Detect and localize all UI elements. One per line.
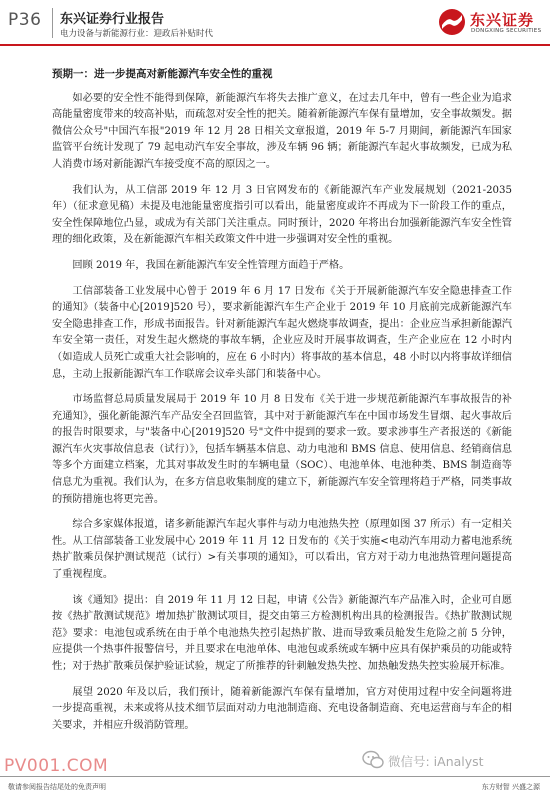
paragraph-1: 如必要的安全性不能得到保障，新能源汽车将失去推广意义，在过去几年中，曾有一些企业为追求高能量密度带来的较高补贴，而疏忽对安全性的把关。随着新能源汽车保有量增加，安全事故频发。据微信公众号"中国汽车报"2019 年 12 月 28 日相关文章报道，2019 年 5-7 月期间，新能源汽车国家监管平台统计发现了 79 起电动汽车安全事故，涉及车辆 96 辆；新能源汽车起火事故频发，已成为私人消费市场对新能源汽车接受度不高的原因之一。 [52, 92, 512, 170]
footer-rule [0, 776, 550, 777]
report-title: 东兴证券行业报告 [60, 12, 165, 27]
paragraph-4: 工信部装备工业发展中心曾于 2019 年 6 月 17 日发布《关于开展新能源汽车安全隐患排查工作的通知》（装备中心[2019]520 号），要求新能源汽车生产企业于 2019 年 10 月底前完成新能源汽车安全隐患排查工作，形成书面报告。针对新能源汽车起火燃烧事故调查，提出：企业应当承担新能源汽车安全第一责任，对发生起火燃烧的事故车辆，企业应及时开展事故调查，生产企业应在 12 小时内（如造成人员死亡或重大社会影响的，应在 6 小时内）将事故的基本信息，48 小时以内将事故详细信息，主动上报新能源汽车工作联席会议牵头部门和装备中心。 [52, 285, 512, 380]
header-divider [52, 8, 53, 38]
logo-english-name: DONGXING SECURITIES [471, 28, 542, 34]
paragraph-3: 回顾 2019 年，我国在新能源汽车安全性管理方面趋于严格。 [72, 259, 350, 271]
wechat-icon [362, 750, 384, 770]
paragraph-6: 综合多家媒体报道，诸多新能源汽车起火事件与动力电池热失控（原理如图 37 所示）有一定相关性。从工信部装备工业发展中心 2019 年 11 月 12 日发布的《关于实施<电动汽车用动力蓄电池系统热扩散乘员保护测试规范（试行）>有关事项的通知》，可以看出，官方对于动力电池热管理问题提高了重视程度。 [52, 519, 512, 581]
header-rule [0, 44, 550, 46]
page-header [0, 0, 550, 46]
paragraph-7: 该《通知》提出：自 2019 年 11 月 12 日起，申请《公告》新能源汽车产品准入时，企业可自愿按《热扩散测试规范》增加热扩散测试项目，提交由第三方检测机构出具的检测报告。《热扩散测试规范》要求：电池包或系统在由于单个电池热失控引起热扩散、进而导致乘员舱发生危险之前 5 分钟，应提供一个热事件报警信号，并且要求在电池单体、电池包或系统或车辆中应具有保护乘员的功能或特性；对于热扩散乘员保护验证试验，规定了所推荐的针刺触发热失控、加热触发热失控实验展开标准。 [52, 594, 512, 672]
logo-chinese-name: 东兴证券 [470, 11, 535, 29]
footer-slogan: 东方财智 兴盛之源 [481, 783, 540, 791]
watermark-right: 微信号: iAnalyst [388, 754, 484, 769]
paragraph-5: 市场监督总局质量发展局于 2019 年 10 月 8 日发布《关于进一步规范新能源汽车事故报告的补充通知》，强化新能源汽车产品安全召回监管，其中对于新能源汽车在中国市场发生冒烟、起火事故后的报告时限要求，与"装备中心[2019]520 号"文件中提到的要求一致。要求涉事生产者报送的《新能源汽车火灾事故信息表（试行）》，包括车辆基本信息、动力电池和 BMS 信息、使用信息、经销商信息等多个方面建立档案，尤其对事故发生时的车辆电量（SOC）、电池单体、电池种类、BMS 制造商等信息尤为重视。我们认为，在多方信息收集制度的建立下，新能源汽车安全管理将趋于严格，同类事故的预防措施也将更完善。 [52, 394, 512, 505]
watermark-left: PV001.COM [4, 756, 109, 776]
section-heading: 预期一：进一步提高对新能源汽车安全性的重视 [52, 68, 273, 80]
report-subtitle: 电力设备与新能源行业：迎政后补贴时代 [60, 29, 214, 39]
logo-emblem-icon [438, 8, 466, 36]
company-logo [438, 6, 546, 40]
paragraph-8: 展望 2020 年及以后，我们预计，随着新能源汽车保有量增加，官方对使用过程中安全问题将进一步提高重视，未来或将从技术细节层面对动力电池制造商、充电设备制造商、充电运营商与车企的相关要求，并相应升级消防管理。 [52, 686, 512, 731]
footer-disclaimer: 敬请参阅报告结尾处的免责声明 [8, 783, 106, 791]
page-number: P36 [8, 10, 42, 30]
paragraph-2: 我们认为，从工信部 2019 年 12 月 3 日官网发布的《新能源汽车产业发展规划（2021-2035 年）（征求意见稿）未提及电池能量密度指引可以看出，能量密度或许不再成为下一阶段工作的重点，安全性保障地位凸显，或成为有关部门关注重点。同时预计，2020 年将出台加强新能源汽车安全性管理的细化政策，及在新能源汽车相关政策文件中进一步强调对安全性的重视。 [52, 184, 512, 246]
report-body [52, 66, 512, 743]
